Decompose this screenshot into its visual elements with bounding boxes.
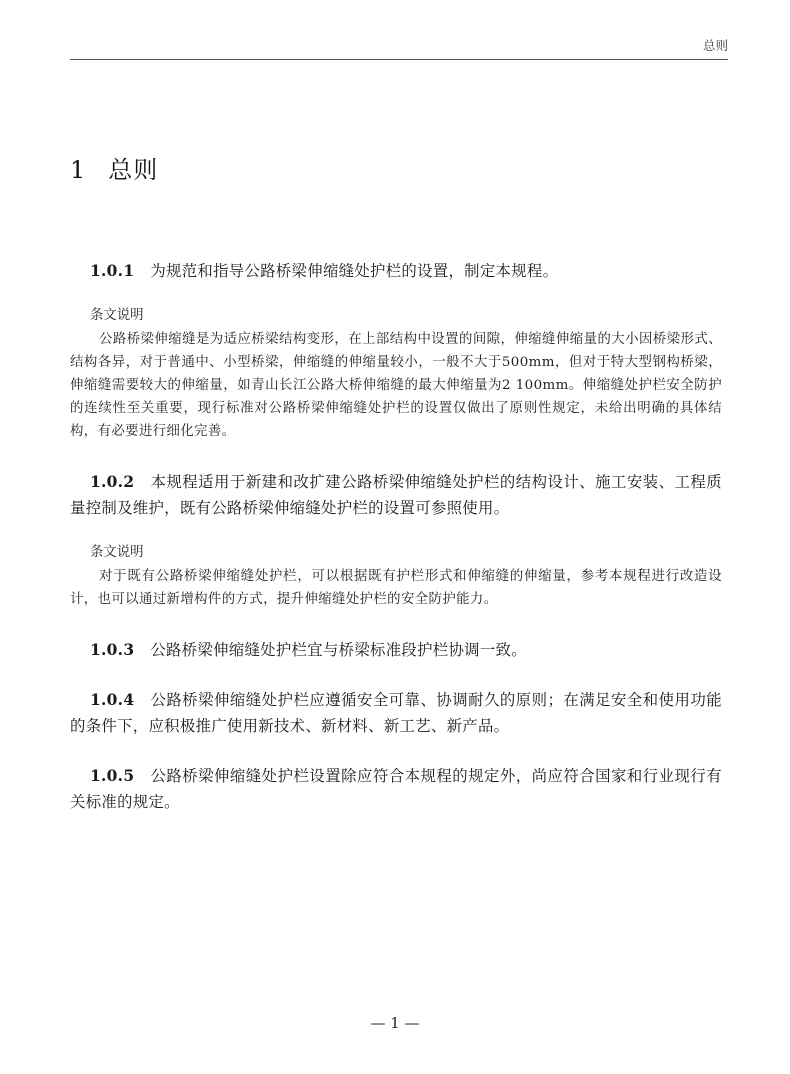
page-number: — 1 —	[370, 1014, 420, 1032]
clause-number: 1.0.2	[90, 473, 135, 491]
clause-number: 1.0.5	[90, 767, 135, 785]
note-text: 公路桥梁伸缩缝是为适应桥梁结构变形，在上部结构中设置的间隙，伸缩缝伸缩量的大小因桥梁形式、结构各异，对于普通中、小型桥梁，伸缩缝的伸缩量较小，一般不大于500mm，但对于特大型钢构桥梁，伸缩缝需要较大的伸缩量，如青山长江公路大桥伸缩缝的最大伸缩量为2 100mm。伸缩缝处护栏安全防护的连续性至关重要，现行标准对公路桥梁伸缩缝处护栏的设置仅做出了原则性规定，未给出明确的具体结构，有必要进行细化完善。	[70, 332, 722, 439]
header-rule	[70, 59, 728, 60]
running-header: 总则	[702, 38, 728, 53]
clause-1-0-3	[70, 637, 722, 663]
clause-text: 公路桥梁伸缩缝处护栏宜与桥梁标准段护栏协调一致。	[150, 641, 527, 659]
page-content	[70, 258, 722, 815]
note-label: 条文说明	[90, 308, 144, 323]
clause-text: 本规程适用于新建和改扩建公路桥梁伸缩缝处护栏的结构设计、施工安装、工程质量控制及维护，既有公路桥梁伸缩缝处护栏的设置可参照使用。	[70, 473, 722, 517]
clause-text: 公路桥梁伸缩缝处护栏设置除应符合本规程的规定外，尚应符合国家和行业现行有关标准的规定。	[70, 767, 722, 811]
note-label: 条文说明	[90, 545, 144, 560]
chapter-title	[70, 150, 158, 185]
note-text: 对于既有公路桥梁伸缩缝处护栏，可以根据既有护栏形式和伸缩缝的伸缩量，参考本规程进行改造设计，也可以通过新增构件的方式，提升伸缩缝处护栏的安全防护能力。	[70, 569, 722, 607]
clause-1-0-5	[70, 763, 722, 815]
clause-number: 1.0.4	[90, 691, 135, 709]
clause-text: 公路桥梁伸缩缝处护栏应遵循安全可靠、协调耐久的原则；在满足安全和使用功能的条件下，应积极推广使用新技术、新材料、新工艺、新产品。	[70, 691, 722, 735]
chapter-name: 总则	[108, 156, 159, 184]
clause-number: 1.0.3	[90, 641, 135, 659]
clause-1-0-2	[70, 469, 722, 521]
clause-number: 1.0.1	[90, 262, 135, 280]
clause-1-0-1	[70, 258, 722, 284]
clause-text: 为规范和指导公路桥梁伸缩缝处护栏的设置，制定本规程。	[150, 262, 559, 280]
clause-1-0-4	[70, 687, 722, 739]
chapter-number: 1	[70, 156, 87, 184]
